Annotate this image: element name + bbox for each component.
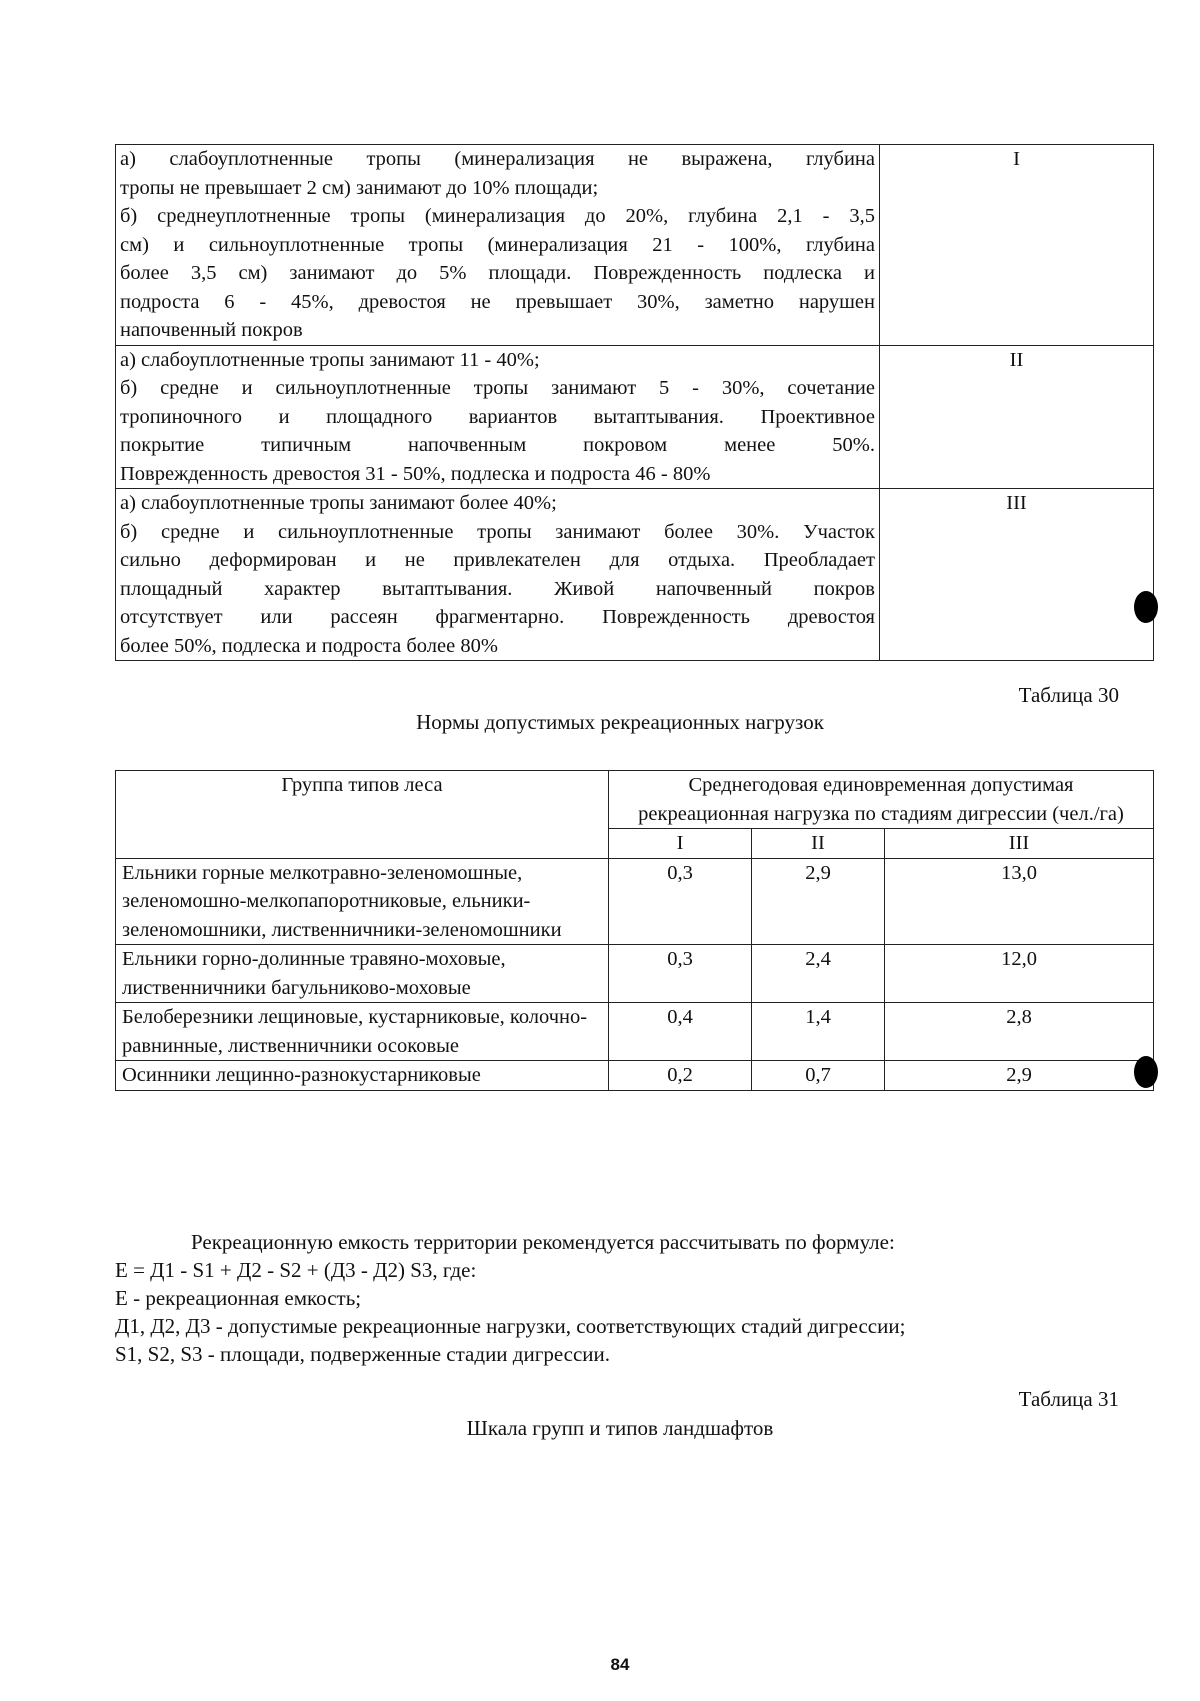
punch-hole-mark [1134,1056,1158,1088]
text-line: а) слабоуплотненные тропы (минерализация не выражена, глубина [120,148,875,170]
stage-number: II [880,345,1154,489]
load-value: 2,8 [885,1003,1154,1061]
stage-header: III [885,829,1154,859]
stage-header: II [752,829,885,859]
text-line: более 3,5 см) занимают до 5% площади. Поврежденность подлеска и [120,262,875,284]
text-line: а) слабоуплотненные тропы занимают 11 - 40%; [120,348,540,371]
formula-definition: S1, S2, S3 - площади, подверженные стадии дигрессии. [115,1342,611,1366]
text-line: напочвенный покров [120,319,303,341]
forest-group: Осинники лещинно-разнокустарниковые [116,1061,609,1091]
table-row [116,489,1154,661]
load-value: 0,3 [609,945,752,1003]
formula-definition: Е - рекреационная емкость; [115,1286,362,1310]
load-value: 0,4 [609,1003,752,1061]
table-row [116,945,1154,1003]
table-row [116,345,1154,489]
formula-definition: Д1, Д2, Д3 - допустимые рекреационные нагрузки, соответствующих стадий дигрессии; [115,1314,906,1338]
stage-number: I [880,145,1154,346]
text-line: а) слабоуплотненные тропы занимают более 40%; [120,492,557,514]
table-label: Таблица 31 [1018,1387,1119,1411]
page-number: 84 [610,1655,630,1674]
recreational-load-table [115,770,1154,1091]
formula-equation: Е = Д1 - S1 + Д2 - S2 + (Д3 - Д2) S3, где: [115,1258,477,1282]
table-row [116,1061,1154,1091]
forest-group: Ельники горные мелкотравно-зеленомошные, зеленомошно-мелкопапоротниковые, ельники-зеленомошники, лиственничники-зеленомошники [116,858,609,945]
column-header: Среднегодовая единовременная допустимая рекреационная нагрузка по стадиям дигрессии (чел./га) [609,771,1154,829]
load-value: 12,0 [885,945,1154,1003]
table-label: Таблица 30 [1018,683,1119,707]
text-line: площадный характер вытаптывания. Живой напочвенный покров [120,577,875,600]
forest-group: Ельники горно-долинные травяно-моховые, лиственничники багульниково-моховые [116,945,609,1003]
stage-description [116,489,880,661]
digression-stages-table [115,144,1154,661]
load-value: 2,9 [752,858,885,945]
text-line: Поврежденность древостоя 31 - 50%, подлеска и подроста 46 - 80% [120,462,711,485]
text-line: б) средне и сильноуплотненные тропы занимают 5 - 30%, сочетание [120,377,875,399]
forest-group: Белоберезники лещиновые, кустарниковые, колочно-равнинные, лиственничники осоковые [116,1003,609,1061]
load-value: 0,3 [609,858,752,945]
stage-header: I [609,829,752,859]
text-line: тропиночного и площадного вариантов вытаптывания. Проективное [120,405,875,428]
table-row [116,858,1154,945]
stage-number: III [880,489,1154,661]
load-value: 0,7 [752,1061,885,1091]
text-line: сильно деформирован и не привлекателен для отдыха. Преобладает [120,549,875,571]
text-line: подроста 6 - 45%, древостоя не превышает 30%, заметно нарушен [120,290,875,313]
stage-description [116,145,880,346]
load-value: 13,0 [885,858,1154,945]
text-line: более 50%, подлеска и подроста более 80% [120,634,498,657]
table-title: Шкала групп и типов ландшафтов [466,1416,774,1440]
load-value: 0,2 [609,1061,752,1091]
load-value: 2,9 [885,1061,1154,1091]
text-line: покрытие типичным напочвенным покровом менее 50%. [120,434,875,456]
text-line: б) средне и сильноуплотненные тропы занимают более 30%. Участок [120,520,875,543]
table-row [116,145,1154,346]
text-line: см) и сильноуплотненные тропы (минерализация 21 - 100%, глубина [120,233,875,256]
load-value: 1,4 [752,1003,885,1061]
text-line: отсутствует или рассеян фрагментарно. Поврежденность древостоя [120,606,875,628]
text-line: тропы не превышает 2 см) занимают до 10% площади; [120,176,599,199]
formula-block [115,1228,1115,1368]
table-header-row [116,771,1154,829]
text-line: б) среднеуплотненные тропы (минерализация до 20%, глубина 2,1 - 3,5 [120,205,875,227]
table-row [116,1003,1154,1061]
load-value: 2,4 [752,945,885,1003]
column-header: Группа типов леса [116,771,609,859]
stage-description [116,345,880,489]
punch-hole-mark [1134,591,1158,623]
formula-intro: Рекреационную емкость территории рекомендуется рассчитывать по формуле: [191,1230,895,1254]
table-title: Нормы допустимых рекреационных нагрузок [416,710,824,734]
